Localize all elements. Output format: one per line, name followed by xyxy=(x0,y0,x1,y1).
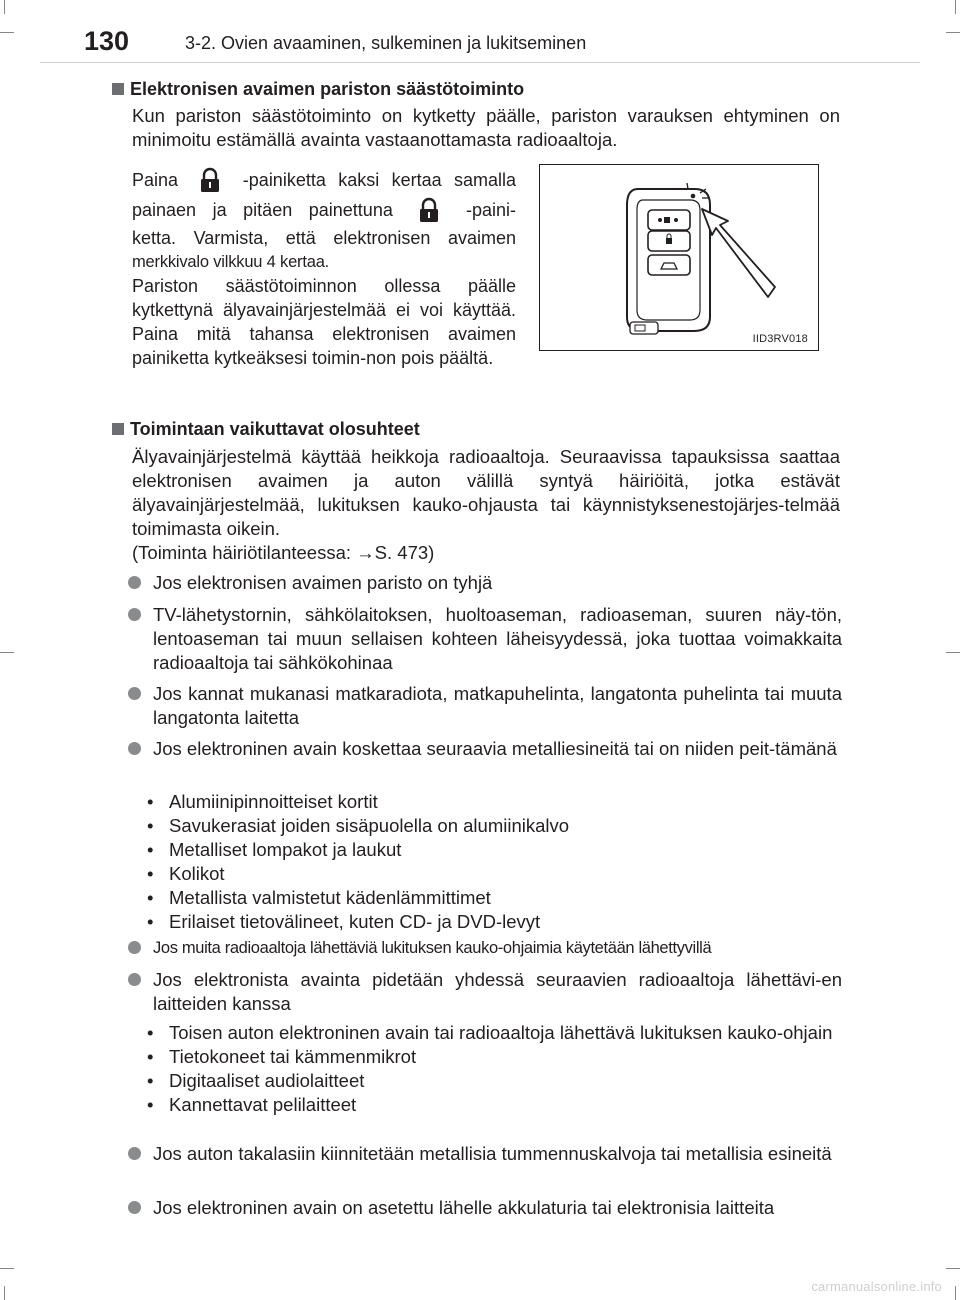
instruction-line: merkkivalo vilkkuu 4 kertaa. xyxy=(132,253,330,271)
list-item: • Metalliset lompakot ja laukut xyxy=(147,838,842,862)
list-item: • Savukerasiat joiden sisäpuolella on alumiinikalvo xyxy=(147,814,842,838)
crop-mark xyxy=(955,1286,956,1300)
list-item: • Kannettavat pelilaitteet xyxy=(147,1093,842,1117)
battery-saving-instructions xyxy=(132,166,516,370)
conditions-intro: Älyavainjärjestelmä käyttää heikkoja radioaaltoja. Seuraavissa tapauksissa saattaa elektronisen avaimen ja auton välillä syntyä häiriöitä, jotka estävät älyavainjärjestelmää, lukituksen kauko-ohjausta tai käynnistyksenestojärjes-telmää toimimasta oikein. xyxy=(132,446,840,539)
list-item: TV-lähetystornin, sähkölaitoksen, huoltoaseman, radioaseman, suuren näy-tön, lentoaseman tai muun sellaisen kohteen läheisyydessä, joka tuottaa voimakkaita radioaaltoja tai sähkökohinaa xyxy=(128,603,842,675)
key-figure xyxy=(539,164,819,351)
page-number: 130 xyxy=(84,26,130,56)
circle-bullet-icon xyxy=(128,941,141,954)
list-item: Jos elektroninen avain on asetettu lähelle akkulaturia tai elektronisia laitteita xyxy=(128,1196,842,1220)
circle-bullet-icon xyxy=(128,742,141,755)
crop-mark xyxy=(946,1268,960,1269)
circle-bullet-icon xyxy=(128,1147,141,1160)
page-reference: (Toiminta häiriötilanteessa: →S. 473) xyxy=(132,542,435,563)
crop-mark xyxy=(0,652,14,653)
list-item: Jos kannat mukanasi matkaradiota, matkapuhelinta, langatonta puhelinta tai muuta langatonta laitetta xyxy=(128,682,842,730)
list-item: • Erilaiset tietovälineet, kuten CD- ja DVD-levyt xyxy=(147,910,842,934)
list-item: • Digitaaliset audiolaitteet xyxy=(147,1069,842,1093)
conditions-heading xyxy=(112,419,420,440)
crop-mark xyxy=(946,652,960,653)
list-item: • Metallista valmistetut kädenlämmittimet xyxy=(147,886,842,910)
instruction-line: Paina -painiketta kaksi kertaa samalla xyxy=(132,166,516,194)
circle-bullet-icon xyxy=(128,687,141,700)
lock-button-icon xyxy=(413,197,445,223)
watermark: carmanualsonline.info xyxy=(811,1279,942,1294)
header-rule xyxy=(40,62,920,63)
metal-objects-list xyxy=(147,790,842,934)
section-title: 3-2. Ovien avaaminen, sulkeminen ja lukitseminen xyxy=(185,33,587,53)
crop-mark xyxy=(955,0,956,14)
figure-id: IID3RV018 xyxy=(752,333,808,345)
lock-button-icon xyxy=(194,167,226,193)
circle-bullet-icon xyxy=(128,973,141,986)
list-item: Jos elektroninen avain koskettaa seuraavia metalliesineitä tai on niiden peit-tämänä xyxy=(128,737,842,761)
heading-text: Elektronisen avaimen pariston säästötoiminto xyxy=(130,79,525,99)
circle-bullet-icon xyxy=(128,1201,141,1214)
circle-bullet-icon xyxy=(128,576,141,589)
list-item: Jos elektronista avainta pidetään yhdessä seuraavien radioaaltoja lähettävi-en laitteiden kanssa xyxy=(128,968,842,1016)
heading-text: Toimintaan vaikuttavat olosuhteet xyxy=(130,419,420,439)
list-item: • Kolikot xyxy=(147,862,842,886)
list-item: Jos muita radioaaltoja lähettäviä lukituksen kauko-ohjaimia käytetään lähettyvillä xyxy=(128,936,842,960)
radio-devices-list xyxy=(147,1021,842,1117)
crop-mark xyxy=(4,1286,5,1300)
list-item: • Alumiinipinnoitteiset kortit xyxy=(147,790,842,814)
battery-saving-intro: Kun pariston säästötoiminto on kytketty päälle, pariston varauksen ehtyminen on minimoitu estämällä avainta vastaanottamasta radioaaltoja. xyxy=(132,105,840,150)
square-bullet-icon xyxy=(112,423,124,435)
battery-saving-note: Pariston säästötoiminnon ollessa päälle kytkettynä älyavainjärjestelmää ei voi käyttää. Paina mitä tahansa elektronisen avaimen painiketta kytkeäksesi toimin-non pois päältä. xyxy=(132,276,516,368)
list-item: Jos elektronisen avaimen paristo on tyhjä xyxy=(128,571,842,595)
instruction-line: ketta. Varmista, että elektronisen avaimen xyxy=(132,228,516,248)
crop-mark xyxy=(946,32,960,33)
smart-key-illustration xyxy=(540,165,820,352)
instruction-line: painaen ja pitäen painettuna -paini- xyxy=(132,194,516,226)
list-item: Jos auton takalasiin kiinnitetään metallisia tummennuskalvoja tai metallisia esineitä xyxy=(128,1142,842,1166)
crop-mark xyxy=(4,0,5,14)
battery-saving-heading xyxy=(112,79,524,100)
circle-bullet-icon xyxy=(128,608,141,621)
crop-mark xyxy=(0,1268,14,1269)
square-bullet-icon xyxy=(112,83,124,95)
list-item: • Toisen auton elektroninen avain tai radioaaltoja lähettävä lukituksen kauko-ohjain xyxy=(147,1021,842,1045)
list-item: • Tietokoneet tai kämmenmikrot xyxy=(147,1045,842,1069)
crop-mark xyxy=(0,32,14,33)
